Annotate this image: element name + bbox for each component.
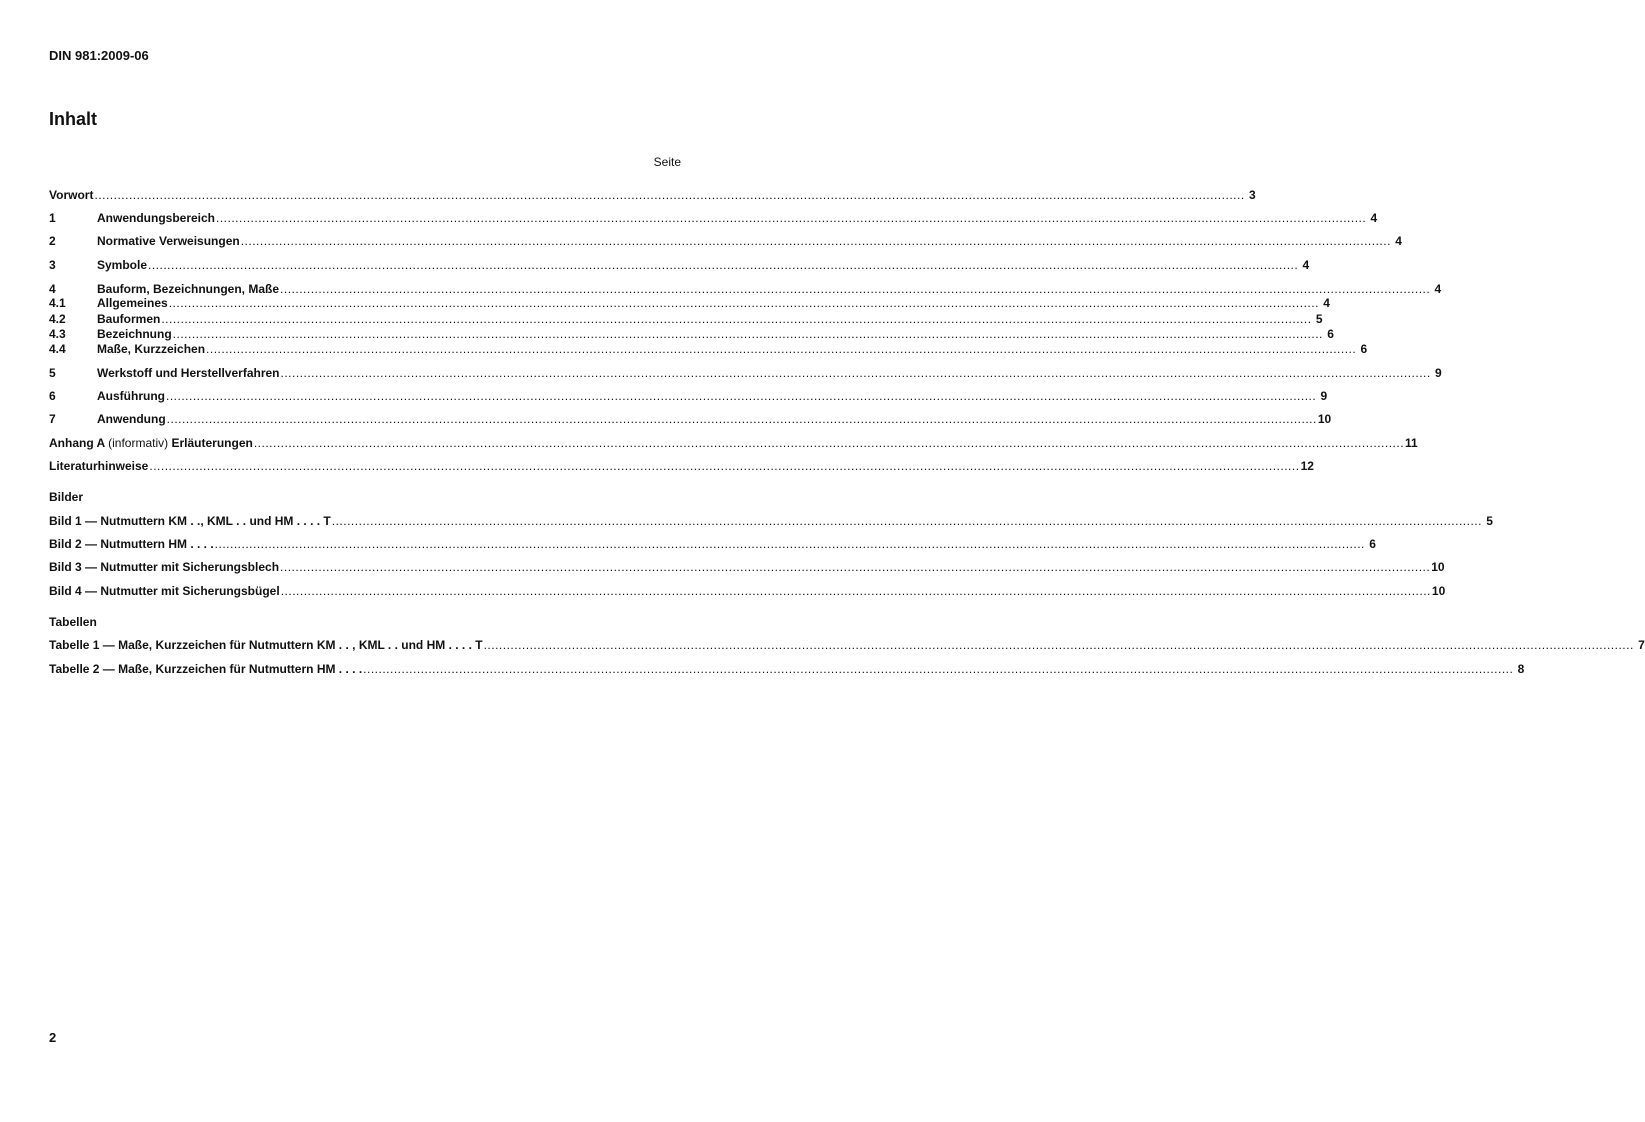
toc-entry-title: Anwendungsbereich — [97, 211, 216, 225]
toc-entry-page: 12 — [1300, 459, 1314, 473]
toc-entry-1[interactable] — [49, 211, 1378, 226]
figure-entry-4[interactable] — [49, 584, 1446, 599]
table-entry-title: Tabelle 1 — Maße, Kurzzeichen für Nutmuttern KM . . , KML . . und HM . . . . T — [49, 638, 483, 652]
dot-leader: ............................................................................................................................................................................................................................................................................................................ — [214, 537, 1365, 551]
figure-entry-title: Bild 2 — Nutmuttern HM . . . . — [49, 537, 214, 551]
toc-entry-page: 4 — [1395, 234, 1402, 248]
toc-entry-page: 4 — [1434, 282, 1442, 296]
table-entry-page: 7 — [1638, 638, 1645, 652]
toc-entry-title: Anwendung — [97, 412, 166, 426]
toc-entry-page: 4 — [1370, 211, 1378, 225]
annex-title: Erläuterungen — [171, 436, 253, 450]
toc-entry-title: Maße, Kurzzeichen — [97, 342, 206, 356]
toc-entry-title: Allgemeines — [97, 296, 168, 310]
toc-entry-number: 3 — [49, 258, 56, 272]
figure-entry-title: Bild 1 — Nutmuttern KM . ., KML . . und HM . . . . T — [49, 514, 331, 528]
toc-entry-title: Ausführung — [97, 389, 165, 403]
table-entry-page: 8 — [1517, 662, 1525, 676]
annex-label: Anhang A — [49, 436, 105, 450]
figure-entry-title: Bild 3 — Nutmutter mit Sicherungsblech — [49, 560, 280, 574]
figure-entry-page: 10 — [1431, 584, 1446, 598]
toc-entry-anhang-a[interactable] — [49, 436, 1418, 451]
toc-entry-6[interactable] — [49, 389, 1328, 404]
toc-entry-title — [49, 436, 253, 451]
toc-entry-number: 4.1 — [49, 296, 66, 310]
figure-entry-page: 6 — [1369, 537, 1376, 551]
dot-leader: ............................................................................................................................................................................................................................................................................................................ — [166, 412, 1317, 426]
annex-type: (informativ) — [108, 436, 169, 450]
toc-entry-page: 5 — [1315, 312, 1323, 326]
toc-entry-title: Normative Verweisungen — [97, 234, 240, 248]
toc-entry-page: 10 — [1317, 412, 1332, 426]
toc-entry-page: 6 — [1327, 327, 1334, 341]
dot-leader: ............................................................................................................................................................................................................................................................................................................ — [216, 211, 1367, 225]
toc-entry-7[interactable] — [49, 412, 1332, 427]
toc-entry-number: 7 — [49, 412, 56, 426]
dot-leader: ............................................................................................................................................................................................................................................................................................................ — [172, 327, 1323, 341]
toc-entry-page: 9 — [1435, 366, 1442, 380]
toc-entry-page: 6 — [1360, 342, 1368, 356]
toc-entry-number: 6 — [49, 389, 56, 403]
toc-entry-title: Literaturhinweise — [49, 459, 149, 473]
toc-entry-page: 9 — [1320, 389, 1328, 403]
toc-entry-title: Bauformen — [97, 312, 161, 326]
page-column-label: Seite — [653, 155, 681, 169]
toc-entry-3[interactable] — [49, 258, 1310, 273]
dot-leader: ............................................................................................................................................................................................................................................................................................................ — [483, 638, 1634, 652]
toc-entry-page: 4 — [1323, 296, 1330, 310]
page-title: Inhalt — [49, 109, 97, 129]
dot-leader: ............................................................................................................................................................................................................................................................................................................ — [240, 234, 1391, 248]
table-entry-2[interactable] — [49, 662, 1525, 677]
table-entry-title: Tabelle 2 — Maße, Kurzzeichen für Nutmuttern HM . . . . — [49, 662, 363, 676]
document-id: DIN 981:2009-06 — [49, 48, 149, 63]
page-number: 2 — [49, 1030, 57, 1045]
figure-entry-page: 10 — [1431, 560, 1445, 574]
toc-entry-title: Bezeichnung — [97, 327, 172, 341]
toc-entry-title: Symbole — [97, 258, 148, 272]
figures-heading: Bilder — [49, 490, 84, 504]
dot-leader: ............................................................................................................................................................................................................................................................................................................ — [331, 514, 1482, 528]
toc-entry-4-3[interactable] — [49, 327, 1334, 342]
dot-leader: ............................................................................................................................................................................................................................................................................................................ — [253, 436, 1405, 450]
figure-entry-1[interactable] — [49, 514, 1493, 529]
toc-entry-4[interactable] — [49, 282, 1442, 297]
dot-leader: ............................................................................................................................................................................................................................................................................................................ — [94, 188, 1245, 202]
toc-entry-5[interactable] — [49, 366, 1442, 381]
toc-entry-number: 4 — [49, 282, 56, 296]
dot-leader: ............................................................................................................................................................................................................................................................................................................ — [148, 258, 1299, 272]
toc-entry-number: 4.2 — [49, 312, 66, 326]
toc-entry-number: 1 — [49, 211, 56, 225]
figure-entry-3[interactable] — [49, 560, 1445, 575]
toc-entry-title: Werkstoff und Herstellverfahren — [97, 366, 280, 380]
toc-entry-page: 11 — [1405, 436, 1418, 450]
toc-entry-page: 4 — [1302, 258, 1310, 272]
toc-entry-4-1[interactable] — [49, 296, 1330, 311]
toc-entry-page: 3 — [1248, 188, 1256, 202]
toc-entry-number: 5 — [49, 366, 56, 380]
toc-entry-number: 4.3 — [49, 327, 66, 341]
dot-leader: ............................................................................................................................................................................................................................................................................................................ — [280, 282, 1431, 296]
toc-entry-title: Vorwort — [49, 188, 94, 202]
toc-entry-number: 2 — [49, 234, 56, 248]
toc-entry-4-4[interactable] — [49, 342, 1368, 357]
dot-leader: ............................................................................................................................................................................................................................................................................................................ — [161, 312, 1312, 326]
toc-entry-literaturhinweise[interactable] — [49, 459, 1314, 474]
dot-leader: ............................................................................................................................................................................................................................................................................................................ — [166, 389, 1317, 403]
dot-leader: ............................................................................................................................................................................................................................................................................................................ — [280, 366, 1431, 380]
figure-entry-title: Bild 4 — Nutmutter mit Sicherungsbügel — [49, 584, 280, 598]
dot-leader: ............................................................................................................................................................................................................................................................................................................ — [280, 560, 1431, 574]
dot-leader: ............................................................................................................................................................................................................................................................................................................ — [363, 662, 1514, 676]
toc-entry-2[interactable] — [49, 234, 1402, 249]
toc-entry-4-2[interactable] — [49, 312, 1323, 327]
figure-entry-page: 5 — [1486, 514, 1493, 528]
toc-entry-vorwort[interactable] — [49, 188, 1256, 203]
dot-leader: ............................................................................................................................................................................................................................................................................................................ — [149, 459, 1300, 473]
tables-heading: Tabellen — [49, 615, 97, 629]
dot-leader: ............................................................................................................................................................................................................................................................................................................ — [206, 342, 1357, 356]
table-entry-1[interactable] — [49, 638, 1645, 653]
figure-entry-2[interactable] — [49, 537, 1376, 552]
dot-leader: ............................................................................................................................................................................................................................................................................................................ — [280, 584, 1431, 598]
toc-entry-title: Bauform, Bezeichnungen, Maße — [97, 282, 280, 296]
toc-entry-number: 4.4 — [49, 342, 66, 356]
dot-leader: ............................................................................................................................................................................................................................................................................................................ — [168, 296, 1319, 310]
